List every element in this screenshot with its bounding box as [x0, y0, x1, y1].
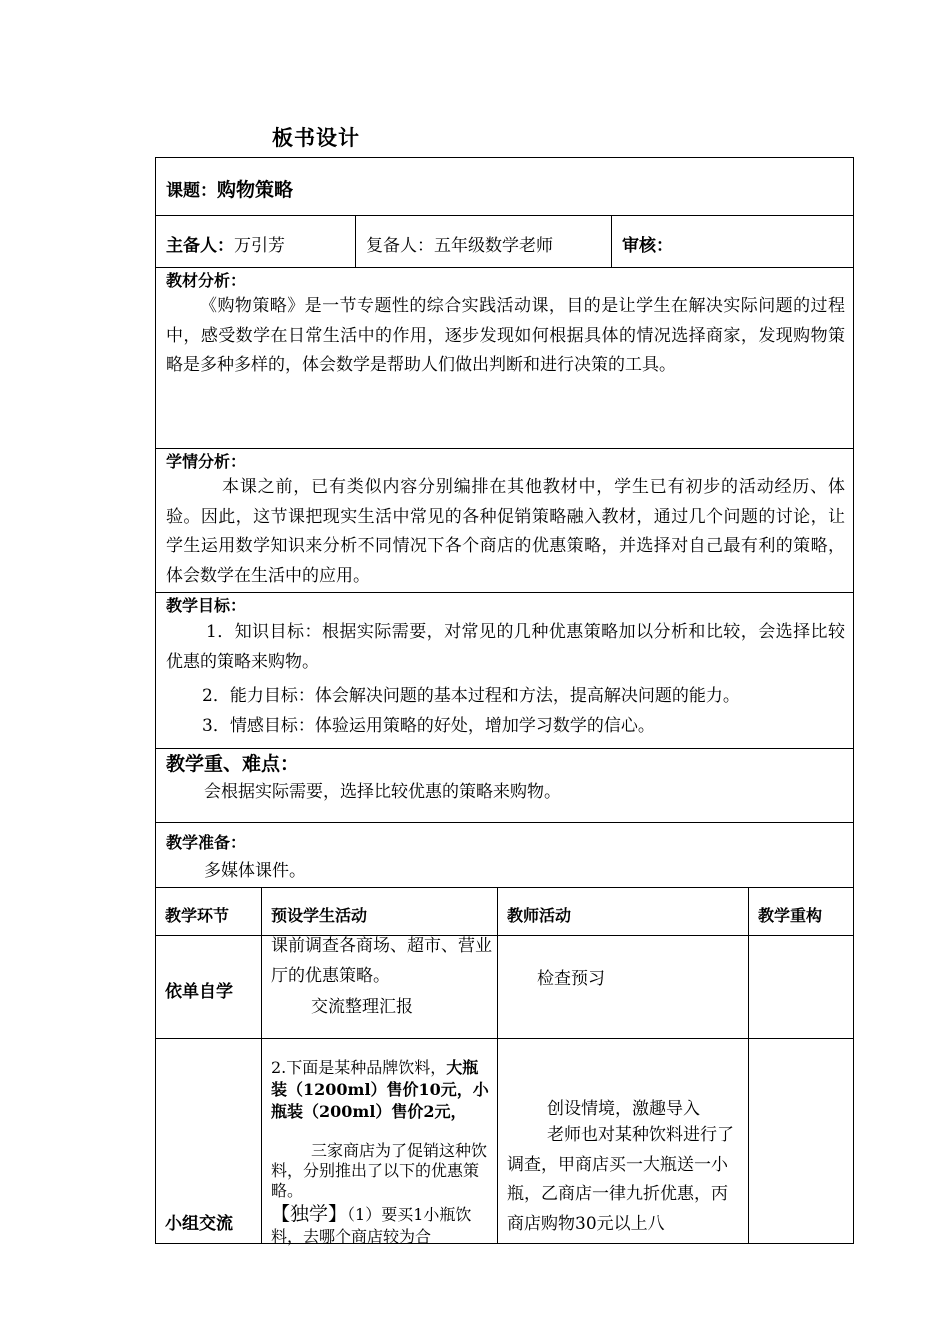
- col-header-student: 预设学生活动: [271, 906, 368, 925]
- main-preparer-value: 万引芳: [234, 236, 285, 256]
- prep-text: 多媒体课件。: [204, 861, 306, 881]
- stage-group-exchange: 小组交流: [165, 1214, 233, 1234]
- key-points: [155, 748, 854, 823]
- teacher-activity-2b: 老师也对某种饮料进行了调查，甲商店买一大瓶送一小瓶，乙商店一律九折优惠，丙商店购物30元以上八: [507, 1125, 734, 1233]
- student-activity-2-mid: 三家商店为了促销这种饮料，分别推出了以下的优惠策略。: [271, 1141, 488, 1200]
- prep-heading: 教学准备：: [166, 833, 247, 852]
- goals-heading: 教学目标：: [166, 596, 247, 615]
- student-activity-2-tail: （1）要买1小瓶饮料，去哪个商店较为合: [271, 1205, 472, 1246]
- keypoints-text: 会根据实际需要，选择比较优惠的策略来购物。: [204, 782, 561, 802]
- material-analysis: [155, 267, 854, 449]
- students-text: 本课之前，已有类似内容分别编排在其他教材中，学生已有初步的活动经历、体验。因此，这节课把现实生活中常见的各种促销策略融入教材，通过几个问题的讨论，让学生运用数学知识来分析不同情况下各个商店的优惠策略，并选择对自己最有利的策略，体会数学在生活中的应用。: [166, 477, 845, 586]
- teacher-activity-2a: 创设情境，激趣导入: [547, 1099, 700, 1119]
- page-title: 板书设计: [272, 126, 360, 150]
- student-activity-2-bold: 大瓶装（1200ml）售价10元，小瓶装（200ml）售价2元，: [271, 1058, 489, 1121]
- student-activity-2-task: [271, 1203, 493, 1248]
- student-activity-1b: 交流整理汇报: [311, 997, 413, 1017]
- student-activity-1: 课前调查各商场、超市、营业厅的优惠策略。: [271, 936, 492, 986]
- preparation: [155, 822, 854, 888]
- student-activity-2-intro: 2.下面是某种品牌饮料，: [271, 1058, 447, 1077]
- co-preparer-value: 五年级数学老师: [434, 236, 553, 256]
- topic-label: 课题：: [166, 181, 217, 201]
- topic-row: [155, 157, 854, 216]
- student-analysis: [155, 448, 854, 593]
- teaching-goals: [155, 592, 854, 749]
- keypoints-heading: 教学重、难点：: [166, 753, 300, 775]
- goal-item-2: 2．能力目标：体会解决问题的基本过程和方法，提高解决问题的能力。: [202, 686, 740, 706]
- main-preparer-label: 主备人：: [166, 236, 234, 256]
- material-heading: 教材分析：: [166, 271, 247, 290]
- student-activity-2: [271, 1057, 493, 1123]
- stage-self-study: 依单自学: [165, 982, 233, 1002]
- process-table: [155, 887, 854, 1244]
- review-label: 审核：: [622, 236, 673, 256]
- topic-value: 购物策略: [217, 179, 294, 201]
- staff-row: [155, 215, 854, 268]
- col-header-reconstruct: 教学重构: [758, 906, 823, 925]
- goal-item-3: 3．情感目标：体验运用策略的好处，增加学习数学的信心。: [202, 716, 655, 736]
- co-preparer-label: 复备人：: [366, 236, 434, 256]
- col-header-teacher: 教师活动: [507, 906, 572, 925]
- students-heading: 学情分析：: [166, 452, 247, 471]
- col-header-stage: 教学环节: [165, 906, 230, 925]
- solo-study-tag: 【独学】: [271, 1203, 348, 1225]
- goal-item-1: 1．知识目标：根据实际需要，对常见的几种优惠策略加以分析和比较，会选择比较优惠的策略来购物。: [166, 622, 845, 672]
- material-text: 《购物策略》是一节专题性的综合实践活动课，目的是让学生在解决实际问题的过程中，感受数学在日常生活中的作用，逐步发现如何根据具体的情况选择商家，发现购物策略是多种多样的，体会数学是帮助人们做出判断和进行决策的工具。: [166, 296, 845, 375]
- teacher-activity-1: 检查预习: [537, 969, 605, 989]
